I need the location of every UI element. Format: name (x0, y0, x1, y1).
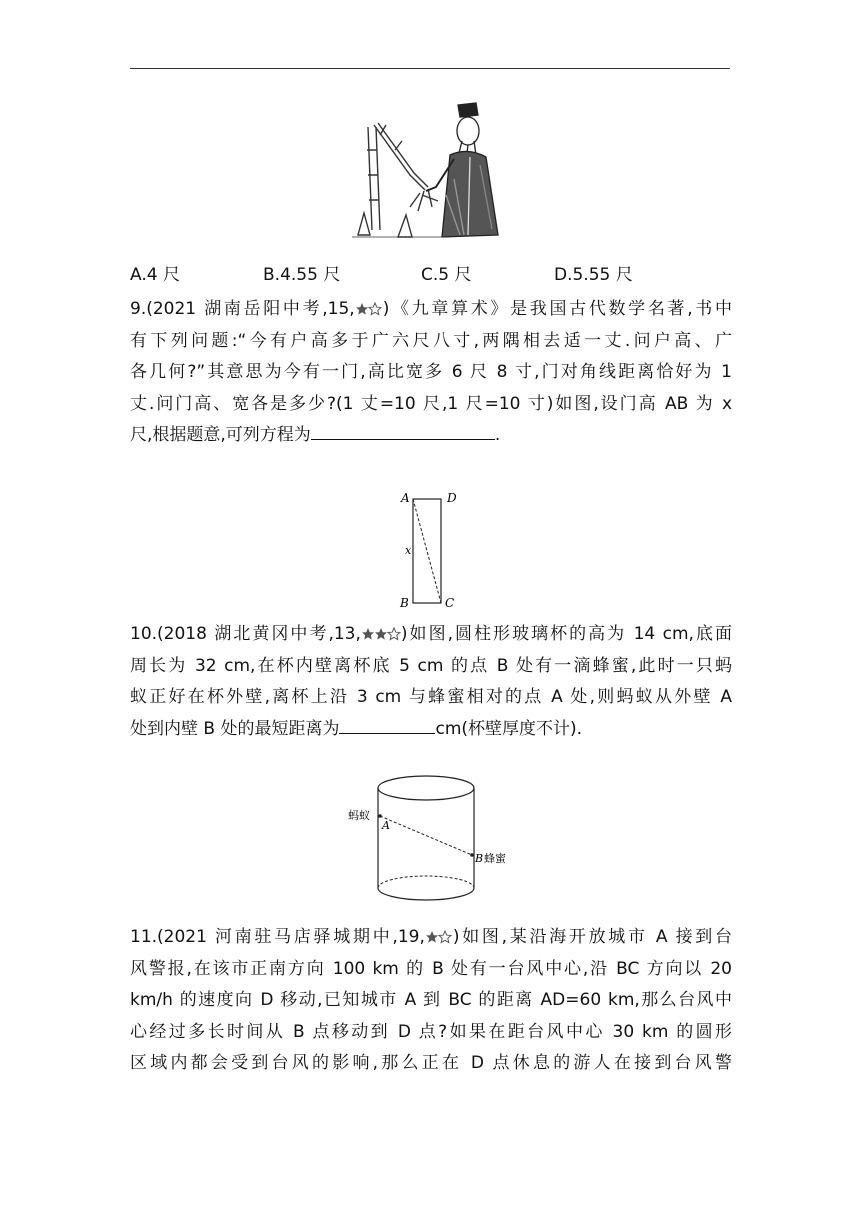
point-d-label: D (447, 491, 457, 505)
bamboo-scholar-illustration (350, 95, 510, 245)
q10-answer-blank (339, 715, 435, 734)
q9-line-3: 各几何?”其意思为今有一门,高比宽多 6 尺 8 寸,门对角线距离恰好为 1 (130, 362, 732, 382)
question-9 (130, 294, 732, 452)
q10-line-4 (130, 714, 732, 746)
difficulty-stars-icon (425, 930, 453, 944)
q9-text-1: )《九章算术》是我国古代数学名著,书中 (382, 299, 732, 319)
q8-option-b: B.4.55 尺 (263, 265, 341, 285)
q8-option-c: C.5 尺 (421, 265, 472, 285)
q11-prefix: 11.(2021 河南驻马店驿城期中,19, (130, 927, 425, 947)
honey-label: 蜂蜜 (484, 852, 506, 865)
q10-text-4a: 处到内壁 B 处的最短距离为 (130, 718, 340, 739)
point-a-label: A (401, 491, 410, 505)
point-b-label: B (475, 852, 484, 865)
q10-text-1: )如图,圆柱形玻璃杯的高为 14 cm,底面 (400, 624, 732, 644)
door-rectangle-figure (395, 488, 465, 614)
difficulty-stars-icon (355, 302, 383, 316)
q9-prefix: 9.(2021 湖南岳阳中考,15, (130, 299, 355, 319)
q11-line-1 (130, 922, 732, 954)
difficulty-stars-icon (361, 627, 401, 641)
question-10 (130, 619, 732, 745)
ant-label: 蚂蚁 (348, 809, 370, 822)
q11-line-3: km/h 的速度向 D 移动,已知城市 A 到 BC 的距离 AD=60 km,那么台风中 (130, 990, 732, 1010)
q11-line-4: 心经过多长时间从 B 点移动到 D 点?如果在距台风中心 30 km 的圆形 (130, 1021, 732, 1042)
q9-text-5a: 尺,根据题意,可列方程为 (130, 425, 311, 445)
q8-options (130, 260, 730, 284)
point-c-label: C (445, 596, 455, 610)
q11-line-5: 区域内都会受到台风的影响,那么正在 D 点休息的游人在接到台风警 (130, 1053, 732, 1073)
q9-text-5b: . (494, 425, 501, 445)
q10-line-1 (130, 619, 732, 651)
point-b-label: B (400, 596, 409, 610)
q9-line-5 (130, 420, 732, 452)
q9-line-2: 有下列问题:“今有户高多于广六尺八寸,两隅相去适一丈.问户高、广 (130, 330, 732, 351)
q10-line-3: 蚁正好在杯外壁,离杯上沿 3 cm 与蜂蜜相对的点 A 处,则蚂蚁从外壁 A (130, 687, 732, 707)
side-x-label: x (405, 544, 412, 557)
q8-option-a: A.4 尺 (130, 265, 180, 285)
q10-line-2: 周长为 32 cm,在杯内壁离杯底 5 cm 的点 B 处有一滴蜂蜜,此时一只蚂 (130, 655, 732, 676)
q8-option-d: D.5.55 尺 (554, 265, 633, 285)
question-11 (130, 922, 732, 1080)
cylinder-glass-figure (340, 770, 520, 908)
q11-line-2: 风警报,在该市正南方向 100 km 的 B 处有一台风中心,沿 BC 方向以 20 (130, 958, 732, 979)
header-rule (130, 68, 730, 69)
q9-answer-blank (311, 421, 495, 440)
q10-text-4b: cm(杯壁厚度不计). (435, 718, 583, 739)
point-a-label: A (382, 819, 390, 832)
q9-line-4: 丈.问门高、宽各是多少?(1 丈=10 尺,1 尺=10 寸)如图,设门高 AB 为 x (130, 393, 732, 414)
q11-text-1: )如图,某沿海开放城市 A 接到台 (452, 927, 732, 947)
q9-line-1 (130, 294, 732, 326)
q10-prefix: 10.(2018 湖北黄冈中考,13, (130, 624, 361, 644)
